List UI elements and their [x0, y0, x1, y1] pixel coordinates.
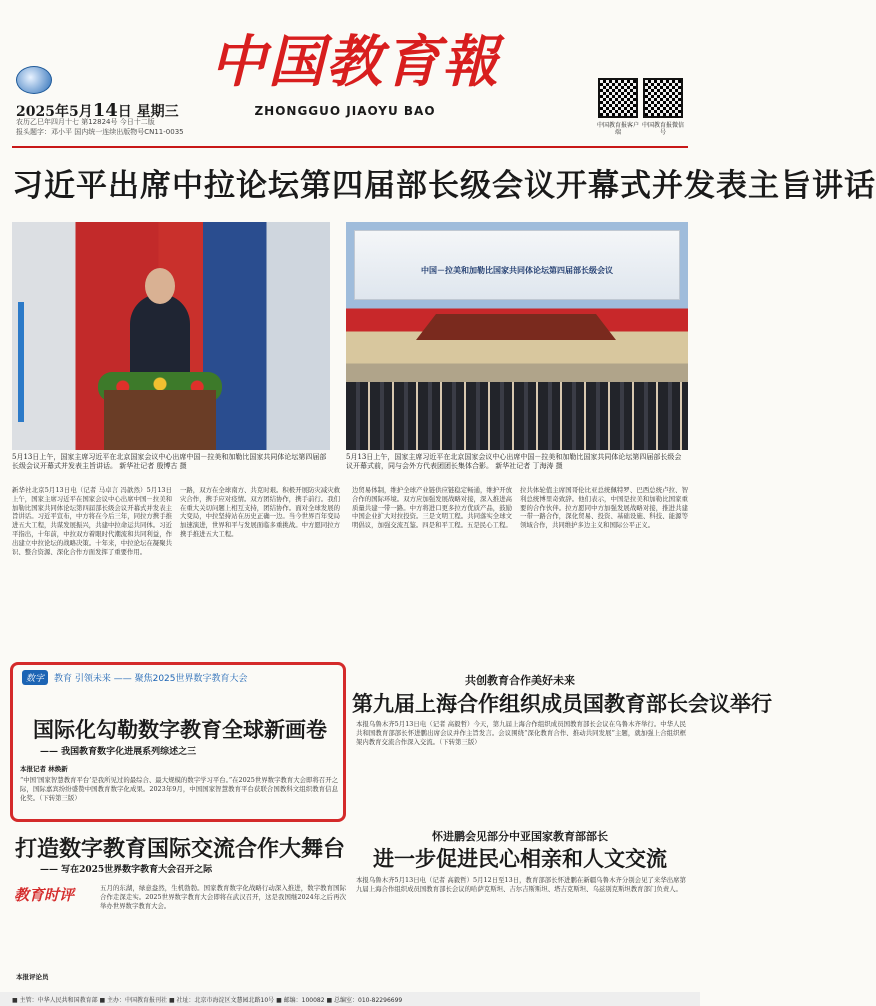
- issue-info: 农历乙巳年四月十七 第12824号 今日十二版: [16, 118, 155, 126]
- photo-caption-left: 5月13日上午，国家主席习近平在北京国家会议中心出席中国－拉美和加勒比国家共同体论坛第四届部长级会议开幕式并发表主旨讲话。 新华社记者 殷博古 摄: [12, 453, 327, 471]
- newspaper-logo-icon: [16, 66, 52, 94]
- issn-info: 报头题字：邓小平 国内统一连续出版物号CN11-0035: [16, 128, 184, 136]
- bottom-left-subtitle: —— 写在2025世界数字教育大会召开之际: [40, 865, 213, 875]
- palace-roof: [416, 314, 616, 340]
- qr-label-wechat: 中国教育报微信号: [641, 122, 684, 137]
- bottom-right-body: 本报乌鲁木齐5月13日电（记者 高毅哲）5月12日至13日，教育部部长怀进鹏在新疆乌鲁木齐分别会见了来华出席第九届上海合作组织成员国教育部长会议的哈萨克斯坦、吉尔吉斯斯坦、塔吉克斯坦、乌兹别克斯坦教育部门负责人。: [356, 876, 686, 893]
- right-story-kicker: 共创教育合作美好未来: [465, 674, 575, 687]
- feature-subtitle: —— 我国教育数字化进展系列综述之三: [40, 747, 197, 757]
- feature-body: “中国‘国家智慧教育平台’是我所见过的最综合、最大规模的数字学习平台。”在2025世界数字教育大会即将召开之际，国际嘉宾纷纷盛赞中国教育数字化成果。2023年9月，中国国家智慧教育平台获联合国教科文组织教育信息化奖。（下转第三版）: [20, 776, 338, 802]
- main-headline[interactable]: 习近平出席中拉论坛第四届部长级会议开幕式并发表主旨讲话: [12, 168, 876, 204]
- bottom-left-body: 五月的东湖，绿意盎然，生机勃勃。国家教育数字化战略行动深入推进，数字教育国际合作走深走实。2025世界数字教育大会即将在武汉召开，这是我国继2024年之后再次举办世界数字教育大会。: [100, 884, 346, 910]
- qr-label-app: 中国教育报客户端: [596, 122, 639, 137]
- feature-headline[interactable]: 国际化勾勒数字教育全球新画卷: [33, 717, 327, 742]
- bottom-left-headline[interactable]: 打造数字教育国际交流合作大舞台: [14, 836, 345, 862]
- delegates-group: [346, 382, 688, 450]
- photo-speech[interactable]: [12, 222, 330, 450]
- feature-tag: 数字: [22, 670, 48, 685]
- newspaper-title: 中国教育報: [210, 29, 500, 95]
- qr-code-app-icon: [598, 78, 638, 118]
- speaker-head: [145, 268, 175, 304]
- podium: [104, 390, 216, 450]
- bottom-left-byline: 本报评论员: [16, 973, 49, 981]
- forum-banner-text: 中国－拉美和加勒比国家共同体论坛第四届部长级会议: [421, 266, 613, 275]
- issue-date: 2025年5月14日 星期三: [16, 100, 179, 121]
- bottom-right-kicker: 怀进鹏会见部分中亚国家教育部部长: [432, 830, 608, 843]
- right-story-body: 本报乌鲁木齐5月13日电（记者 高毅哲）今天，第九届上海合作组织成员国教育部长会议在乌鲁木齐举行。中华人民共和国教育部部长怀进鹏出席会议并作主旨发言。会议围绕“深化教育合作、推动共同发展”主题，就加强上合组织框架内教育交流合作深入交流。（下转第三版）: [356, 720, 686, 746]
- feature-byline: 本报记者 林焕新: [20, 765, 68, 773]
- article-column-2: 一路，双方在全球南方、共克时艰。积极开展防灾减灾救灾合作，携手应对疫情。双方团结协作，携手前行。我们在重大关切问题上相互支持，团结协作。面对全球发展的大变局，中拉坚持站在历史正确一边。当今世界百年变局加速演进，世界和平与发展面临多重挑战。中方愿同拉方携手推进五大工程。: [180, 486, 340, 539]
- article-column-1: 新华社北京5月13日电（记者 马卓言 冯歆然）5月13日上午，国家主席习近平在国家会议中心出席中国－拉美和加勒比国家共同体论坛第四届部长级会议开幕式并发表主旨讲话。习近平宣布，中方将在今后三年，同拉方携手推进五大工程，共谋发展振兴，共建中拉命运共同体。习近平指出，十年前，中拉双方着眼时代潮流和共同利益，作出建立中拉论坛的战略决策。十年来，中拉论坛在凝聚共识、整合资源、深化合作方面发挥了重要作用。: [12, 486, 172, 556]
- page-footer: ■ 主管：中华人民共和国教育部 ■ 主办：中国教育报刊社 ■ 社址：北京市海淀区文慧园北路10号 ■ 邮编：100082 ■ 总编室：010-82296699: [0, 992, 700, 1006]
- right-story-headline[interactable]: 第九届上海合作组织成员国教育部长会议举行: [352, 691, 772, 716]
- photo-caption-right: 5月13日上午，国家主席习近平在北京国家会议中心出席中国－拉美和加勒比国家共同体论坛第四届部长级会议开幕式前，同与会外方代表团团长集体合影。 新华社记者 丁海涛 摄: [346, 453, 682, 471]
- article-column-4: 拉共体轮值主席国哥伦比亚总统佩特罗、巴西总统卢拉、智利总统博里奇致辞。他们表示，中国是拉美和加勒比国家重要的合作伙伴。拉方愿同中方加强发展战略对接，推进共建一带一路合作，深化贸易、投资、基础设施、科技、能源等领域合作，共同维护多边主义和国际公平正义。: [520, 486, 688, 530]
- forum-banner: [354, 230, 680, 300]
- celac-logo-icon: [18, 302, 78, 422]
- feature-kicker: 数字 教育 引领未来 —— 聚焦2025世界数字教育大会: [22, 670, 342, 690]
- commentary-badge: 教育时评: [14, 886, 75, 904]
- newspaper-title-pinyin: ZHONGGUO JIAOYU BAO: [254, 104, 436, 118]
- article-column-3: 边贸易体制，维护全球产业链供应链稳定畅通，维护开放合作的国际环境。双方应加强发展战略对接，深入推进高质量共建一带一路。中方将进口更多拉方优质产品，鼓励中国企业扩大对拉投资。三是文明工程。共同落实全球文明倡议，加强交流互鉴。四是和平工程。五是民心工程。: [352, 486, 512, 530]
- qr-code-wechat-icon: [643, 78, 683, 118]
- speaker-figure: [130, 294, 190, 384]
- masthead-divider: [12, 146, 688, 148]
- bottom-right-headline[interactable]: 进一步促进民心相亲和人文交流: [373, 846, 667, 871]
- photo-group[interactable]: [346, 222, 688, 450]
